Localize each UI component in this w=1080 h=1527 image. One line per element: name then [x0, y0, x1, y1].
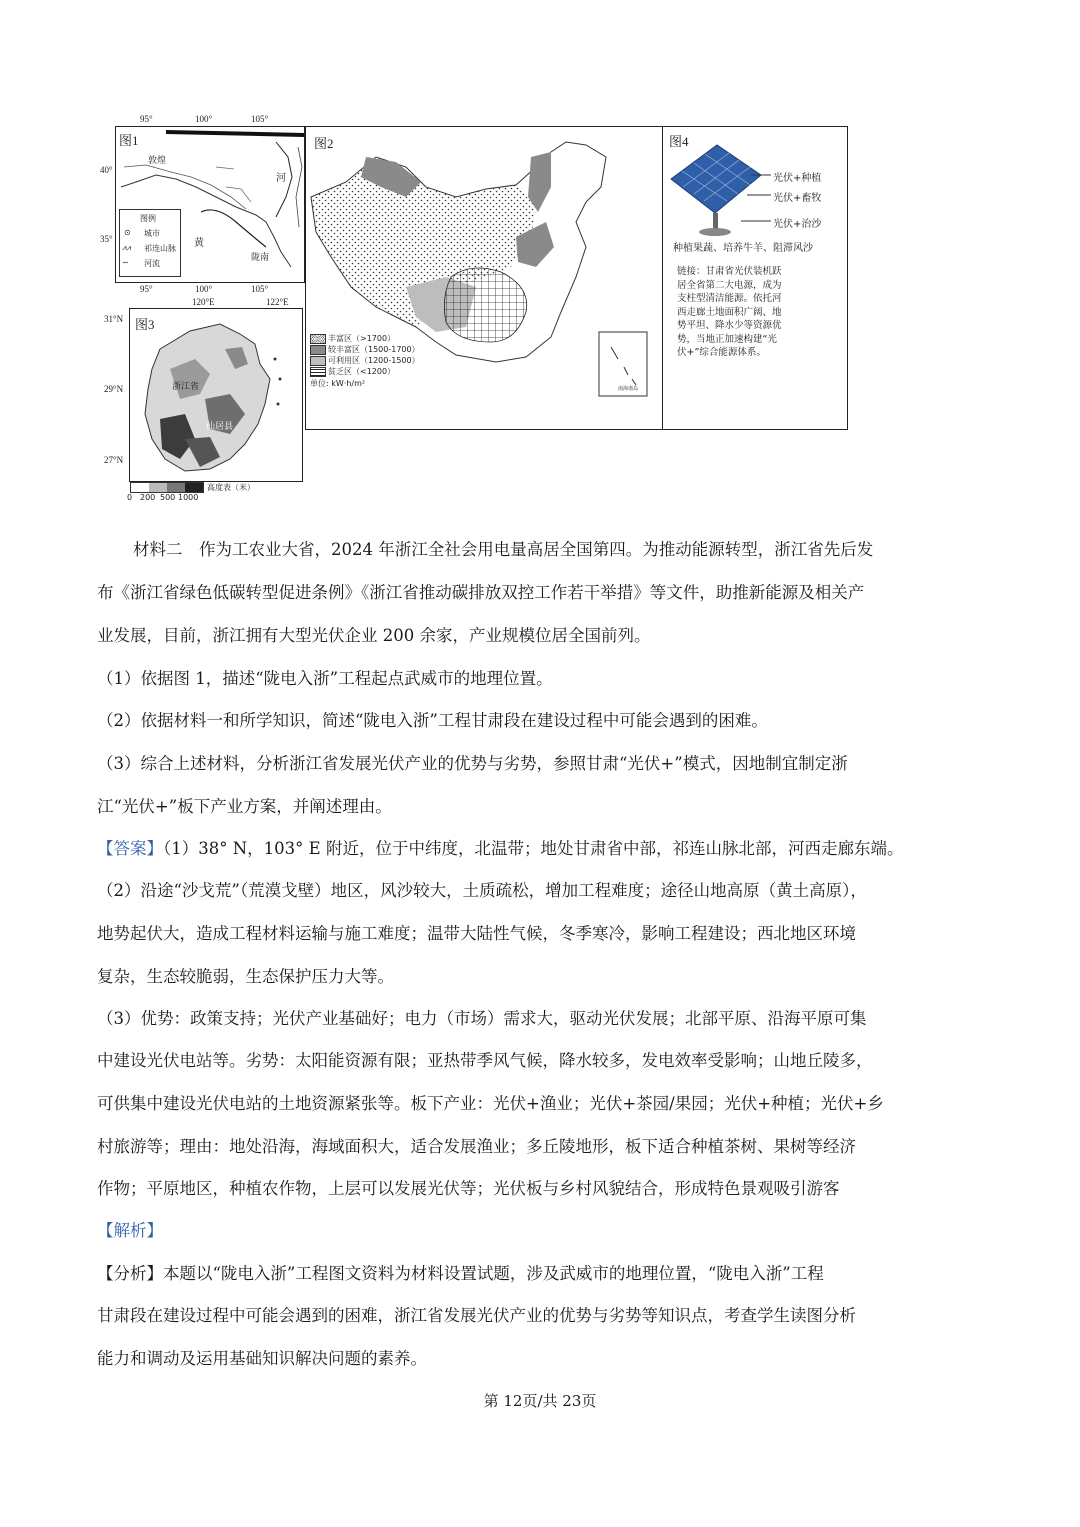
link-line: 伏+”综合能源体系。: [677, 347, 766, 358]
fig2-legend: [310, 333, 430, 389]
scale-title: 高度表（米）: [207, 483, 255, 492]
fig2-inset-label: 南海诸岛: [618, 386, 639, 392]
legend-swatch-rich: [310, 334, 326, 344]
fig1-label: 图1: [119, 133, 139, 148]
link-line: 势平坦、降水少等资源优: [677, 320, 782, 331]
fig2-legend-row: [310, 344, 430, 355]
legend-river-icon: ∽: [122, 258, 129, 267]
scale-swatch: [149, 483, 167, 492]
scale-value: 200: [140, 493, 156, 502]
scale-value: 500: [160, 493, 176, 502]
scale-value: 0: [127, 493, 133, 502]
legend-label: 可利用区（1200-1500）: [328, 356, 420, 365]
figure-1: [115, 126, 305, 283]
place-huang: 黄: [194, 238, 204, 249]
fig3-scale-bar: [130, 482, 204, 493]
fig1-legend: [119, 209, 181, 277]
figure-3: [129, 308, 303, 482]
answer-2-line: 复杂，生态较脆弱，生态保护压力大等。: [97, 967, 394, 986]
question-2: （2）依据材料一和所学知识，简述“陇电入浙”工程甘肃段在建设过程中可能会遇到的困难。: [97, 711, 768, 730]
fig4-caption: 种植果蔬、培养牛羊、阻滞风沙: [673, 243, 813, 254]
link-line: 势，当地正加速构建“光: [677, 333, 777, 345]
answer-3-line: 中建设光伏电站等。劣势：太阳能资源有限；亚热带季风气候，降水较多，发电效率受影响；山地丘陵多，: [97, 1051, 873, 1070]
legend-swatch-fairly-rich: [310, 345, 326, 355]
analysis-line: 能力和调动及运用基础知识解决问题的素养。: [97, 1349, 427, 1368]
fig3-label: 图3: [135, 317, 155, 332]
fig1-left-tick: 35°: [100, 234, 113, 244]
analysis-tag: 【解析】: [97, 1221, 163, 1240]
fig2-legend-row: [310, 333, 430, 344]
scale-swatch: [131, 483, 149, 492]
link-line: 链接：甘肃省光伏装机跃: [677, 266, 782, 277]
place-xianju: 仙居县: [206, 422, 234, 432]
answer-2-line: （2）沿途“沙戈荒”（荒漠戈壁）地区，风沙较大，土质疏松，增加工程难度；途径山地高原（黄土高原），: [97, 881, 867, 900]
figure-2: [305, 126, 665, 430]
answer-tag: 【答案】: [97, 839, 163, 858]
legend-river: 河流: [144, 259, 160, 268]
fig1-left-tick: 40°: [100, 165, 113, 175]
fig3-top-tick: 122°E: [266, 297, 289, 307]
answer-1-line: [97, 835, 903, 859]
material2-line: 业发展，目前，浙江拥有大型光伏企业 200 余家，产业规模位居全国前列。: [97, 626, 651, 645]
fig3-left-tick: 31°N: [104, 314, 124, 324]
link-line: 支柱型清洁能源。依托河: [677, 293, 782, 304]
legend-swatch-usable: [310, 356, 326, 366]
answer-2-line: 地势起伏大，造成工程材料运输与施工难度；温带大陆性气候，冬季寒冷，影响工程建设；西北地区环境: [97, 924, 856, 943]
question-3-cont: 江“光伏+”板下产业方案，并阐述理由。: [97, 797, 392, 816]
fig4-arrow-label: 光伏+种植: [773, 173, 822, 184]
fig2-legend-row: [310, 355, 430, 366]
fig2-legend-row: [310, 366, 430, 377]
fig3-left-tick: 29°N: [104, 384, 124, 394]
legend-mountain: 祁连山脉: [144, 244, 176, 253]
analysis-line: 甘肃段在建设过程中可能会遇到的困难，浙江省发展光伏产业的优势与劣势等知识点，考查学生读图分析: [97, 1306, 856, 1325]
question-3: （3）综合上述材料，分析浙江省发展光伏产业的优势与劣势，参照甘肃“光伏+”模式，因地制宜制定浙: [97, 754, 848, 773]
place-zhejiang: 浙江省: [172, 382, 200, 392]
legend-label: 较丰富区（1500-1700）: [328, 345, 420, 354]
scale-swatch: [167, 483, 185, 492]
scale-swatch: [185, 483, 203, 492]
fig4-link-text: [677, 265, 782, 360]
fig1-bottom-tick: 105°: [251, 284, 269, 294]
fig1-bottom-tick: 95°: [140, 284, 153, 294]
legend-label: 丰富区（>1700）: [328, 334, 396, 343]
fig4-arrow-label: 光伏+治沙: [773, 219, 822, 230]
answer-3-line: 可供集中建设光伏电站的土地资源紧张等。板下产业：光伏+渔业；光伏+茶园/果园；光伏+种植；光伏+乡: [97, 1094, 884, 1113]
place-longnan: 陇南: [251, 253, 270, 263]
legend-title: 图例: [140, 214, 156, 223]
fig1-top-tick: 95°: [140, 114, 153, 124]
place-dunhuang: 敦煌: [148, 156, 167, 166]
legend-mountain-icon: ⩘⩘: [122, 243, 132, 252]
fig3-terrain-map: [130, 309, 302, 481]
legend-label: 贫乏区（<1200）: [328, 367, 396, 376]
question-1: （1）依据图 1，描述“陇电入浙”工程起点武威市的地理位置。: [97, 669, 553, 688]
link-line: 居全省第二大电源，成为: [677, 279, 782, 291]
analysis-text: 本题以“陇电入浙”工程图文资料为材料设置试题，涉及武威市的地理位置，“陇电入浙”工程: [163, 1264, 824, 1283]
fig1-top-tick: 100°: [195, 114, 213, 124]
analysis-line-1: [97, 1260, 824, 1284]
fig2-label: 图2: [314, 136, 334, 151]
material2-line: 布《浙江省绿色低碳转型促进条例》《浙江省推动碳排放双控工作若干举措》等文件，助推新能源及相关产: [97, 583, 865, 602]
answer-1: （1）38° N，103° E 附近，位于中纬度，北温带；地处甘肃省中部，祁连山脉北部，河西走廊东端。: [163, 839, 904, 858]
scale-value: 1000: [178, 493, 199, 502]
answer-3-line: （3）优势：政策支持；光伏产业基础好；电力（市场）需求大，驱动光伏发展；北部平原、沿海平原可集: [97, 1009, 867, 1028]
answer-3-line: 村旅游等；理由：地处沿海，海域面积大，适合发展渔业；多丘陵地形，板下适合种植茶树、果树等经济: [97, 1137, 856, 1156]
fig3-top-tick: 120°E: [192, 297, 215, 307]
fig2-unit: 单位: kW·h/m²: [310, 379, 366, 388]
legend-city-icon: ⊙: [124, 228, 131, 237]
page-footer: 第 12页/共 23页: [483, 1392, 597, 1410]
answer-3-line: 作物；平原地区，种植农作物，上层可以发展光伏等；光伏板与乡村风貌结合，形成特色景观吸引游客: [97, 1179, 840, 1198]
fig1-bottom-tick: 100°: [195, 284, 213, 294]
figure-4: [662, 126, 848, 430]
fig4-arrow-label: 光伏+畜牧: [773, 193, 822, 204]
fig3-left-tick: 27°N: [104, 455, 124, 465]
fig4-label: 图4: [669, 134, 689, 149]
analysis-head: 【分析】: [97, 1264, 163, 1283]
place-he: 河: [276, 173, 286, 184]
material2-line: 材料二 作为工农业大省，2024 年浙江全社会用电量高居全国第四。为推动能源转型，浙江省先后发: [133, 540, 874, 559]
legend-swatch-poor: [310, 367, 326, 377]
link-line: 西走廊土地面积广阔、地: [677, 306, 782, 318]
legend-city: 城市: [144, 229, 160, 238]
fig1-top-tick: 105°: [251, 114, 269, 124]
